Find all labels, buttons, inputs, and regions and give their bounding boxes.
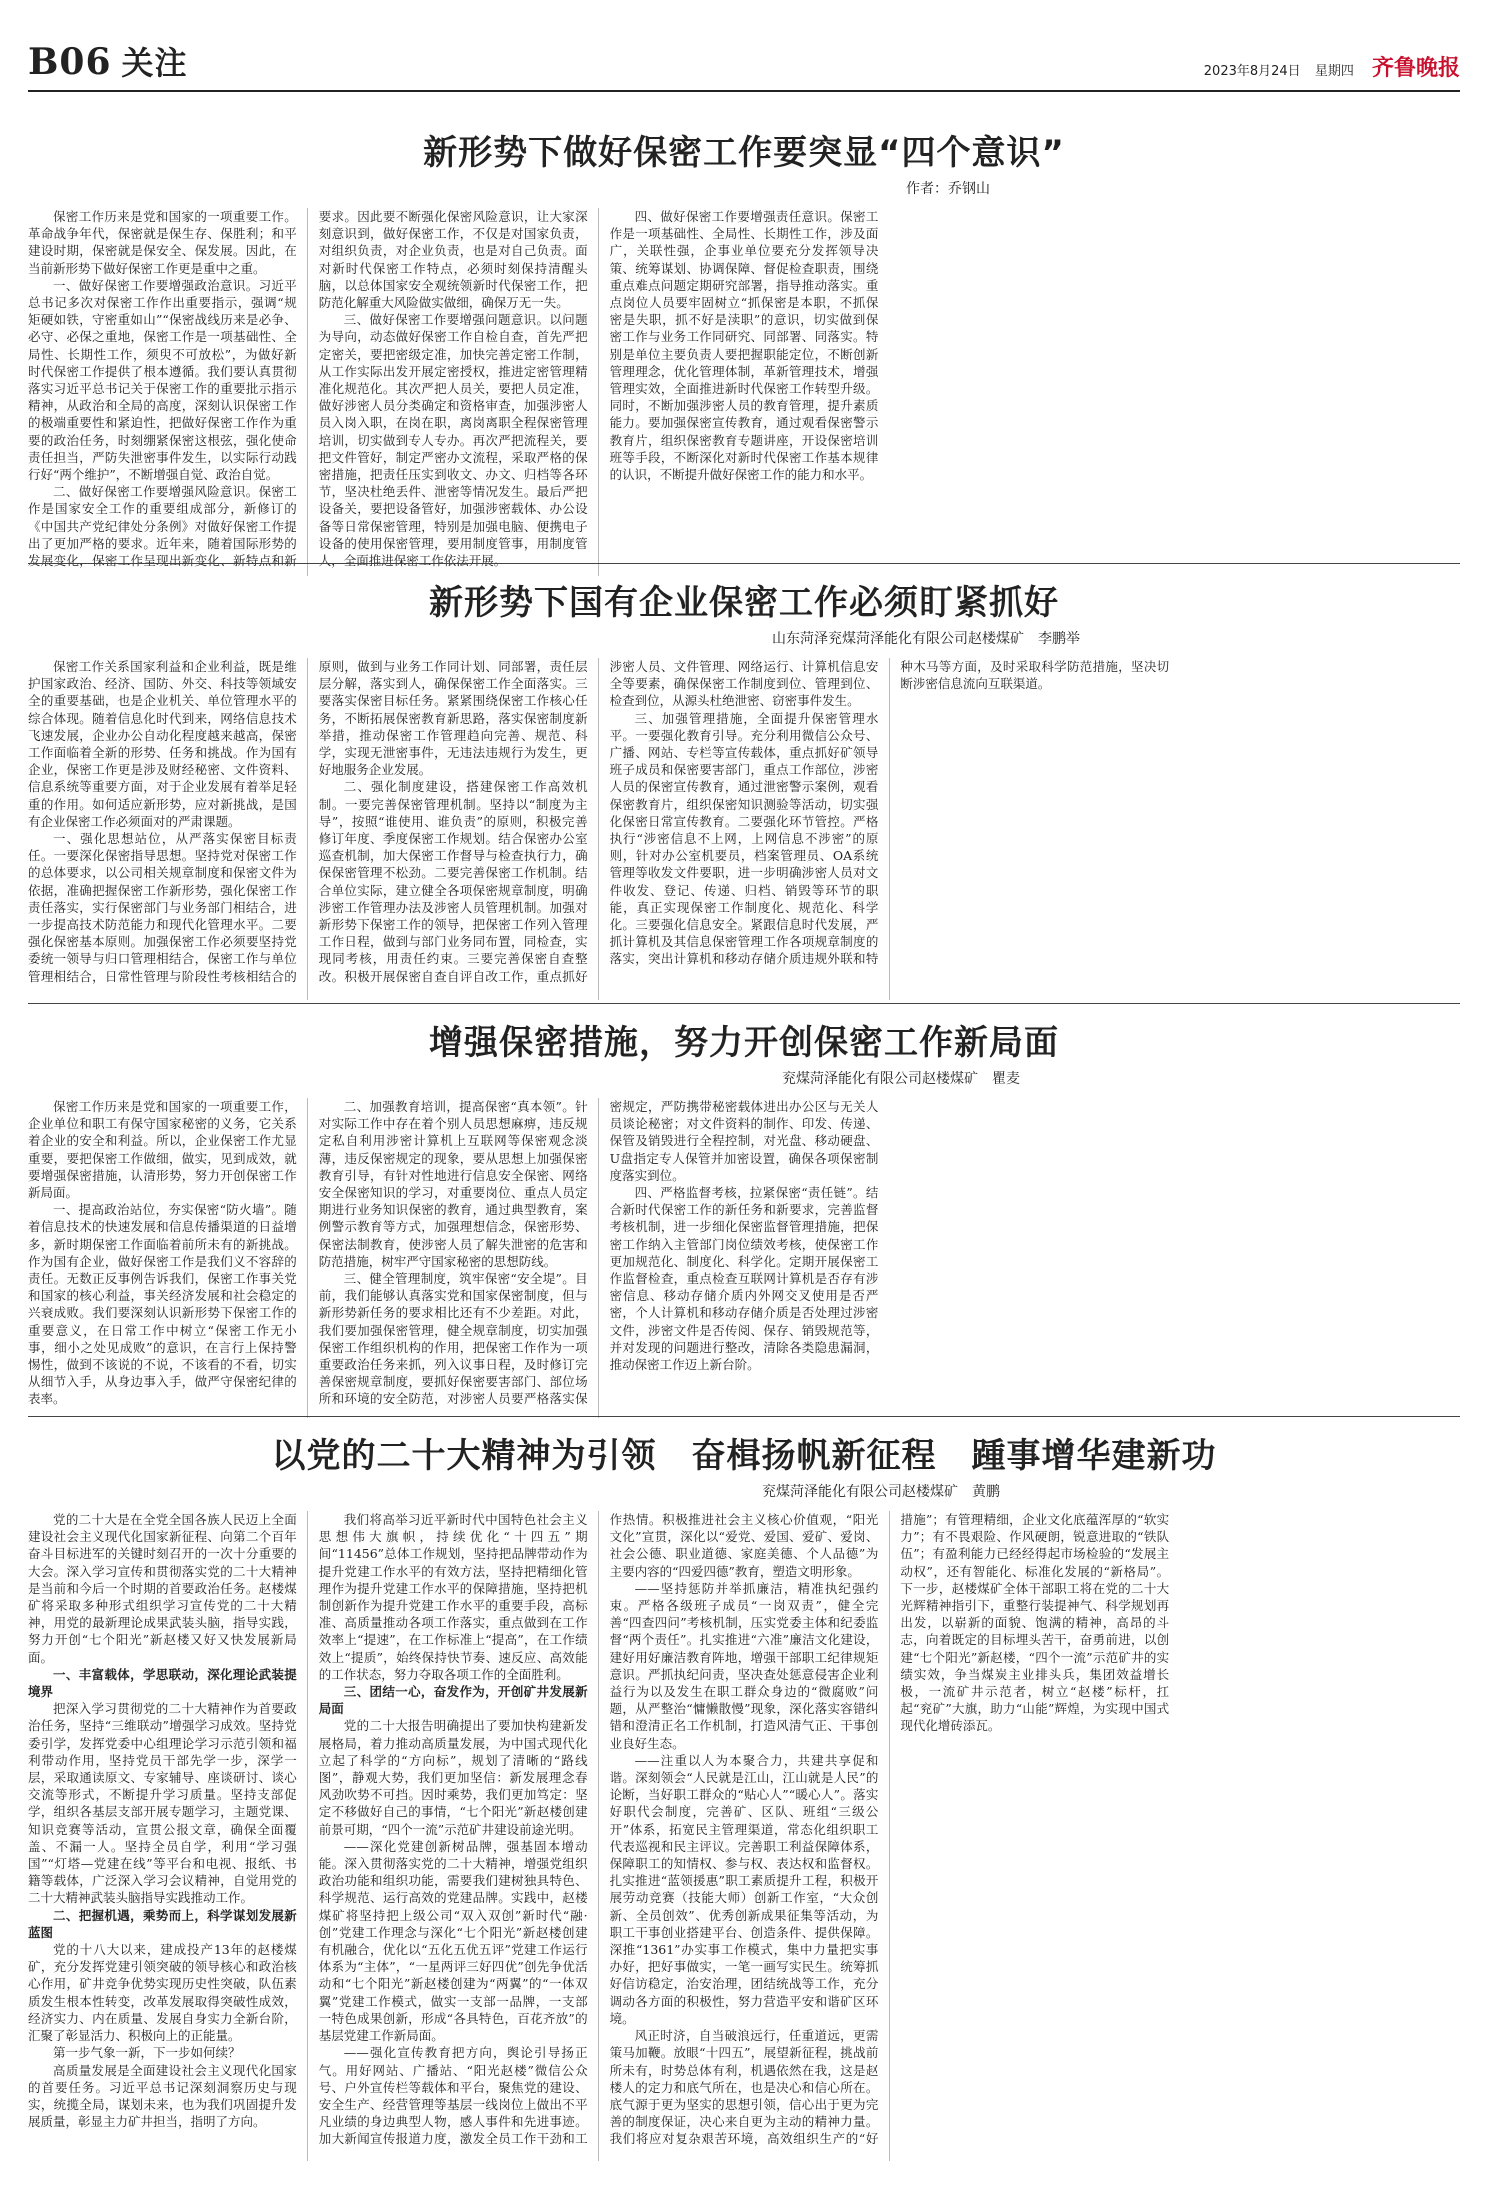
article-title: 新形势下国有企业保密工作必须盯紧抓好 — [429, 583, 1059, 623]
article-2 — [28, 575, 1460, 1000]
paragraph: 一、提高政治站位，夯实保密“防火墙”。随着信息技术的快速发展和信息传播渠道的日益增多，新时期保密工作面临着前所未有的新挑战。作为国有企业，做好保密工作是我们义不容辞的责任。无数正反事例告诉我们，保密工作事关党和国家的核心利益，事关经济发展和社会稳定的兴衰成败。我们要深刻认识新形势下保密工作的重要意义，在日常工作中树立“保密工作无小事，细小之处见成败”的意识，在言行上保持警惕性，做到不该说的不说，不该看的不看，切实从细节入手，从身边事入手，做严守保密纪律的表率。 — [28, 1202, 297, 1407]
paragraph: 四、严格监督考核，拉紧保密“责任链”。结合新时代保密工作的新任务和新要求，完善监督考核机制，进一步细化保密监督管理措施，把保密工作纳入主管部门岗位绩效考核，使保密工作更加规范化、制度化、科学化。定期开展保密工作监督检查，重点检查互联网计算机是否存有涉密信息、移动存储介质内外网交叉使用是否严密，个人计算机和移动存储介质是否处理过涉密文件，涉密文件是否传阅、保存、销毁规范等，并对发现的问题进行整改，清除各类隐患漏洞，推动保密工作迈上新台阶。 — [609, 1185, 879, 1373]
article-title: 以党的二十大精神为引领 奋楫扬帆新征程 踵事增华建新功 — [271, 1436, 1217, 1476]
paper-logo: 齐鲁晚报 — [1371, 56, 1460, 81]
paragraph: 四、做好保密工作要增强责任意识。保密工作是一项基础性、全局性、长期性工作，涉及面广，关联性强，企事业单位要充分发挥领导决策、统筹谋划、协调保障、督促检查职责，围绕重点难点问题定期研究部署，指导推动落实。重点岗位人员要牢固树立“抓保密是本职，不抓保密是失职，抓不好是渎职”的意识，切实做到保密工作与业务工作同研究、同部署、同落实。特别是单位主要负责人要把握职能定位，不断创新管理理念，优化管理体制，革新管理技术，增强管理实效，全面推进新时代保密工作转型升级。同时，不断加强涉密人员的教育管理，提升素质能力。要加强保密宣传教育，通过观看保密警示教育片，组织保密教育专题讲座，开设保密培训班等手段，不断深化对新时代保密工作基本规律的认识，不断提升做好保密工作的能力和水平。 — [609, 209, 879, 483]
article-title: 新形势下做好保密工作要突显“四个意识” — [423, 133, 1065, 173]
article-1 — [28, 125, 1460, 576]
paragraph: 二、做好保密工作要增强风险意识。保密工作是国家安全工作的重要组成部分，新修订的《中国共产党纪律处分条例》对做好保密工作提出了更加严格的要求。近年来，随着国际形势的发展变化，保密工作呈现出新变化、新特点和新要求。因此要不断强化保密风险意识，让大家深刻意识到，做好保密工作，不仅是对国家负责，对组织负责，对企业负责，也是对自己负责。面对新时代保密工作特点，必须时刻保持清醒头脑，以总体国家安全观统领新时代保密工作，把防范化解重大风险做实做细，确保万无一失。 — [28, 209, 588, 569]
issue-date: 2023年8月24日 — [1203, 64, 1301, 79]
section-name: 关注 — [121, 44, 188, 82]
paragraph: 三、做好保密工作要增强问题意识。以问题为导向，动态做好保密工作自检自查，首先严把定密关，要把密级定准，加快完善定密工作制，从工作实际出发开展定密授权，推进定密管理精准化规范化。其次严把人员关，要把人员定准，做好涉密人员分类确定和资格审查，加强涉密人员入岗入职，在岗在职，离岗离职全程保密管理培训，切实做到专人专办。再次严把流程关，要把文件管好，制定严密办文流程，采取严格的保密措施，把责任压实到收文、办文、归档等各环节，坚决杜绝丢件、泄密等情况发生。最后严把设备关，要把设备管好，加强涉密载体、办公设备等日常保密管理，特别是加强电脑、便携电子设备的使用保密管理，要用制度管事，用制度管人，全面推进保密工作依法开展。 — [318, 312, 588, 569]
article-byline: 山东菏泽兖煤菏泽能化有限公司赵楼煤矿 李鹏举 — [772, 631, 1080, 647]
paragraph: ——深化党建创新树品牌，强基固本增动能。深入贯彻落实党的二十大精神，增强党组织政治功能和组织功能，需要我们建树独具特色、科学规范、运行高效的党建品牌。实践中，赵楼煤矿将坚持把上级公司“双入双创”新时代“融·创”党建工作理念与深化“七个阳光”新赵楼创建有机融合，优化以“五化五优五评”党建工作运行体系为“主体”，“一星两评三好四优”创先争优活动和“七个阳光”新赵楼创建为“两翼”的“一体双翼”党建工作模式，做实一支部一品牌，一支部一特色成果创新，形成“各具特色，百花齐放”的基层党建工作新局面。 — [318, 1838, 588, 2044]
paragraph: 党的二十大报告明确提出了要加快构建新发展格局，着力推动高质量发展，为中国式现代化立起了科学的“方向标”，规划了清晰的“路线图”，静观大势，我们更加坚信：新发展理念春风劲吹势不可挡。因时乘势，我们更加笃定：坚定不移做好自己的事情，“七个阳光”新赵楼创建前景可期，“四个一流”示范矿井建设前途光明。 — [318, 1718, 588, 1837]
paragraph: 一、强化思想站位，从严落实保密目标责任。一要深化保密指导思想。坚持党对保密工作的总体要求，以公司相关规章制度和保密文件为依据，准确把握保密工作新形势，强化保密工作责任落实，实行保密部门与业务部门相结合，进一步提高技术防范能力和现代化管理水平。二要强化保密基本原则。加强保密工作必须要坚持党委统一领导与归口管理相结合，保密工作与单位管理相结合，日常性管理与阶段性考核相结合的原则，做到与业务工作同计划、同部署，责任层层分解，落实到人，确保保密工作全面落实。三要落实保密目标任务。紧紧围绕保密工作核心任务，不断拓展保密教育新思路，落实保密制度新举措，推动保密工作管理趋向完善、规范、科学，实现无泄密事件，无违法违规行为发生，更好地服务企业发展。 — [28, 659, 588, 984]
article-body — [28, 1511, 1460, 2161]
paragraph: 第一步气象一新，下一步如何续？ — [53, 2045, 241, 2061]
paragraph: 三、加强管理措施，全面提升保密管理水平。一要强化教育引导。充分利用微信公众号、广播、网站、专栏等宣传载体，重点抓好矿领导班子成员和保密要害部门，重点工作部位，涉密人员的保密宣传教育，通过泄密警示案例，观看保密教育片，组织保密知识测验等活动，切实强化保密日常宣传教育。二要强化环节管控。严格执行“涉密信息不上网，上网信息不涉密”的原则，针对办公室机要员，档案管理员、OA系统管理等收发文件要职，进一步明确涉密人员对文件收发、登记、传递、归档、销毁等环节的职能，真正实现保密工作制度化、规范化、科学化。三要强化信息安全。紧跟信息时代发展，严抓计算机及其信息保密管理工作各项规章制度的落实，突出计算机和移动存储介质违规外联和特种木马等方面，及时采取科学防范措施，坚决切断涉密信息流向互联渠道。 — [609, 659, 1170, 967]
subheading: 三、团结一心，奋发作为，开创矿井发展新局面 — [318, 1684, 588, 1717]
paragraph: 一、做好保密工作要增强政治意识。习近平总书记多次对保密工作作出重要指示，强调“规矩硬如铁，守密重如山”“保密战线历来是必争、必守、必保之重地，保密工作是一项基础性、全局性、长期性工作，须臾不可放松”，为做好新时代保密工作提供了根本遵循。我们要认真贯彻落实习近平总书记关于保密工作的重要批示指示精神，从政治和全局的高度，深刻认识保密工作的极端重要性和紧迫性，把做好保密工作作为重要的政治任务，时刻绷紧保密这根弦，强化使命责任担当，严防失泄密事件发生，以实际行动践行好“两个维护”，不断增强自觉、政治自觉。 — [28, 277, 297, 483]
article-byline: 兖煤菏泽能化有限公司赵楼煤矿 瞿麦 — [782, 1071, 1020, 1087]
article-body — [28, 1098, 1460, 1418]
paragraph: ——注重以人为本聚合力，共建共享促和谐。深刻领会“人民就是江山，江山就是人民”的论断，当好职工群众的“贴心人”“暖心人”。落实好职代会制度，完善矿、区队、班组“三级公开”体系，拓宽民主管理渠道，常态化组织职工代表巡视和民主评议。完善职工利益保障体系，保障职工的知情权、参与权、表达权和监督权。扎实推进“蓝领援惠”职工素质提升工程，积极开展劳动竞赛（技能大师）创新工作室，“大众创新、全员创效”、优秀创新成果征集等活动，为职工干事创业搭建平台、创造条件、提供保障。深推“1361”办实事工作模式，集中力量把实事办好，把好事做实，一笔一画写实民生。统筹抓好信访稳定，治安治理，团结统战等工作，充分调动各方面的积极性，努力营造平安和谐矿区环境。 — [609, 1752, 879, 2026]
article-3 — [28, 1015, 1460, 1418]
article-body — [28, 208, 1460, 576]
paragraph: 二、加强教育培训，提高保密“真本领”。针对实际工作中存在着个别人员思想麻痹，违反规定私自利用涉密计算机上互联网等保密观念淡薄，违反保密规定的现象，要从思想上加强保密教育引导，有针对性地进行信息安全保密、网络安全保密知识的学习，对重要岗位、重点人员定期进行业务知识保密的教育，通过典型教育，案例警示教育等方式，加强理想信念，保密形势、保密法制教育，使涉密人员了解失泄密的危害和防范措施，树牢严守国家秘密的思想防线。 — [318, 1099, 588, 1269]
paragraph: 把深入学习贯彻党的二十大精神作为首要政治任务，坚持“三维联动”增强学习成效。坚持党委引学，发挥党委中心组理论学习示范引领和福利带动作用，坚持党员干部先学一步，深学一层，采取通读原文、专家辅导、座谈研讨、谈心交流等形式，不断提升学习质量。坚持支部促学，组织各基层支部开展专题学习，主题党课、知识竞赛等活动，宣贯公报文章，确保全面覆盖、不漏一人。坚持全员自学，利用“学习强国”“灯塔—党建在线”等平台和电视、报纸、书籍等载体，广泛深入学习会议精神，自觉用党的二十大精神武装头脑指导实践推动工作。 — [28, 1701, 297, 1906]
paragraph: ——坚持惩防并举抓廉洁，精准执纪强约束。严格各级班子成员“一岗双责”，健全完善“四查四问”考核机制，压实党委主体和纪委监督“两个责任”。扎实推进“六准”廉洁文化建设，建好用好廉洁教育阵地，增强干部职工纪律规矩意识。严抓执纪问责，坚决查处惩意侵害企业利益行为以及发生在职工群众身边的“微腐败”问题，从严整治“慵懒散慢”现象，深化落实容错纠错和澄清正名工作机制，打造风清气正、干事创业良好生态。 — [609, 1580, 879, 1751]
paragraph: 保密工作历来是党和国家的一项重要工作。革命战争年代，保密就是保生存、保胜利；和平建设时期，保密就是保安全、保发展。因此，在当前新形势下做好保密工作更是重中之重。 — [28, 209, 297, 276]
paragraph: 风正时济，自当破浪远行，任重道远，更需策马加鞭。放眼“十四五”，展望新征程，挑战前所未有，时势总体有利，机遇依然在我，这是赵楼人的定力和底气所在，也是决心和信心所在。底气源于更为坚实的思想引领，信心出于更为完善的制度保证，决心来自更为主动的精神力量。我们将应对复杂艰苦环境，高效组织生产的“好措施”；有管理精细，企业文化底蕴浑厚的“软实力”；有不畏艰险、作风硬朗，锐意进取的“铁队伍”；有盈利能力已经经得起市场检验的“发展主动权”，还有智能化、标准化发展的“新格局”。下一步，赵楼煤矿全体干部职工将在党的二十大光辉精神指引下，重整行装提神气、科学规划再出发，以崭新的面貌、饱满的精神，高昂的斗志，向着既定的目标埋头苦干，奋勇前进，以创建“七个阳光”新赵楼，“四个一流”示范矿井的实绩实效，争当煤炭主业排头兵，集团效益增长极，一流矿井示范者，树立“赵楼”标杆，扛起“兖矿”大旗，助力“山能”辉煌，为实现中国式现代化增砖添瓦。 — [609, 1512, 1170, 2147]
masthead — [28, 40, 1460, 92]
article-body — [28, 658, 1460, 1000]
paragraph: 二、强化制度建设，搭建保密工作高效机制。一要完善保密管理机制。坚持以“制度为主导”，按照“谁使用、谁负责”的原则，积极完善修订年度、季度保密工作规划。结合保密办公室巡查机制，加大保密工作督导与检查执行力，确保保密管理不松劲。二要完善保密工作机制。结合单位实际，建立健全各项保密规章制度，明确涉密工作管理办法及涉密人员管理机制。加强对新形势下保密工作的领导，把保密工作列入管理工作日程，做到与部门业务同布置，同检查，实现同考核，用责任约束。三要完善保密自查整改。积极开展保密自查自评自改工作，重点抓好涉密人员、文件管理、网络运行、计算机信息安全等要素，确保保密工作制度到位、管理到位、检查到位，从源头杜绝泄密、窃密事件发生。 — [318, 659, 879, 984]
divider — [28, 563, 1460, 564]
subheading: 一、丰富载体，学思联动，深化理论武装提境界 — [28, 1666, 297, 1700]
subheading: 二、把握机遇，乘势而上，科学谋划发展新蓝图 — [28, 1907, 297, 1940]
paragraph: 保密工作历来是党和国家的一项重要工作，企业单位和职工有保守国家秘密的义务，它关系着企业的安全和利益。所以，企业保密工作尤显重要，要把保密工作做细，做实，见到成效，就要增强保密措施，认清形势，努力开创保密工作新局面。 — [28, 1099, 297, 1201]
divider — [28, 1416, 1460, 1417]
paragraph: 高质量发展是全面建设社会主义现代化国家的首要任务。习近平总书记深刻洞察历史与现实，统揽全局，谋划未来，也为我们巩固提升发展质量，彰显主力矿井担当，指明了方向。 — [28, 2062, 297, 2130]
paragraph: 党的十八大以来，建成投产13年的赵楼煤矿，充分发挥党建引领突破的领导核心和政治核心作用，矿井竞争优势实现历史性突破，队伍素质发生根本性转变，改革发展取得突破性成效，经济实力、内在质量、发展自身实力全新台阶，汇聚了彰显活力、积极向上的正能量。 — [28, 1942, 297, 2044]
paragraph: ——强化宣传教育把方向，舆论引导扬正气。用好网站、广播站、“阳光赵楼”微信公众号、户外宣传栏等载体和平台，聚焦党的建设、安全生产、经营管理等基层一线岗位上做出不平凡业绩的身边典型人物，感人事件和先进事迹。加大新闻宣传报道力度，激发全员工作干劲和工作热情。积极推进社会主义核心价值观，“阳光文化”宣贯，深化以“爱党、爱国、爱矿、爱岗、社会公德、职业道德、家庭美德、个人品德”为主要内容的“四爱四德”教育，塑造文明形象。 — [318, 1512, 879, 2147]
paragraph: 我们将高举习近平新时代中国特色社会主义思想伟大旗帜，持续优化“十四五”期间“11456”总体工作规划，坚持把品牌带动作为提升党建工作水平的有效方法，坚持把精细化管理作为提升党建工作水平的保障措施，坚持把机制创新作为提升党建工作水平的重要手段，高标准、高质量推动各项工作落实，重点做到在工作效率上“提速”，在工作标准上“提高”，在工作绩效上“提质”，始终保持快节奏、速反应、高效能的工作状态，努力夺取各项工作的全面胜利。 — [318, 1512, 588, 1682]
paragraph: 保密工作关系国家利益和企业利益，既是维护国家政治、经济、国防、外交、科技等领域安全的重要基础，也是企业机关、单位管理水平的综合体现。随着信息化时代到来，网络信息技术飞速发展，企业办公自动化程度越来越高，保密工作面临着全新的形势、任务和挑战。作为国有企业，保密工作更是涉及财经秘密、文件资料、信息系统等重要方面，对于企业发展有着举足轻重的作用。如何适应新形势，应对新挑战，是国有企业保密工作必须面对的严肃课题。 — [28, 659, 297, 829]
article-4 — [28, 1428, 1460, 2161]
article-byline: 作者：乔钢山 — [906, 181, 990, 197]
article-title: 增强保密措施，努力开创保密工作新局面 — [429, 1023, 1059, 1063]
issue-weekday: 星期四 — [1314, 64, 1354, 79]
paragraph: 党的二十大是在全党全国各族人民迈上全面建设社会主义现代化国家新征程、向第二个百年奋斗目标进军的关键时刻召开的一次十分重要的大会。深入学习宣传和贯彻落实党的二十大精神是当前和今后一个时期的首要政治任务。赵楼煤矿将采取多种形式组织学习宣传党的二十大精神，用党的最新理论成果武装头脑，指导实践，努力开创“七个阳光”新赵楼又好又快发展新局面。 — [28, 1512, 297, 1665]
paragraph: 三、健全管理制度，筑牢保密“安全堤”。目前，我们能够认真落实党和国家保密制度，但与新形势新任务的要求相比还有不少差距。对此，我们要加强保密管理，健全规章制度，切实加强保密工作组织机构的作用，把保密工作作为一项重要政治任务来抓，列入议事日程，及时修订完善保密规章制度，要抓好保密要害部门、部位场所和环境的安全防范，对涉密人员要严格落实保密规定，严防携带秘密载体进出办公区与无关人员谈论秘密；对文件资料的制作、印发、传递、保管及销毁进行全程控制，对光盘、移动硬盘、U盘指定专人保管并加密设置，确保各项保密制度落实到位。 — [318, 1099, 879, 1407]
page-number: B06 — [28, 41, 112, 83]
divider — [28, 1003, 1460, 1004]
article-byline: 兖煤菏泽能化有限公司赵楼煤矿 黄鹏 — [762, 1484, 1000, 1500]
